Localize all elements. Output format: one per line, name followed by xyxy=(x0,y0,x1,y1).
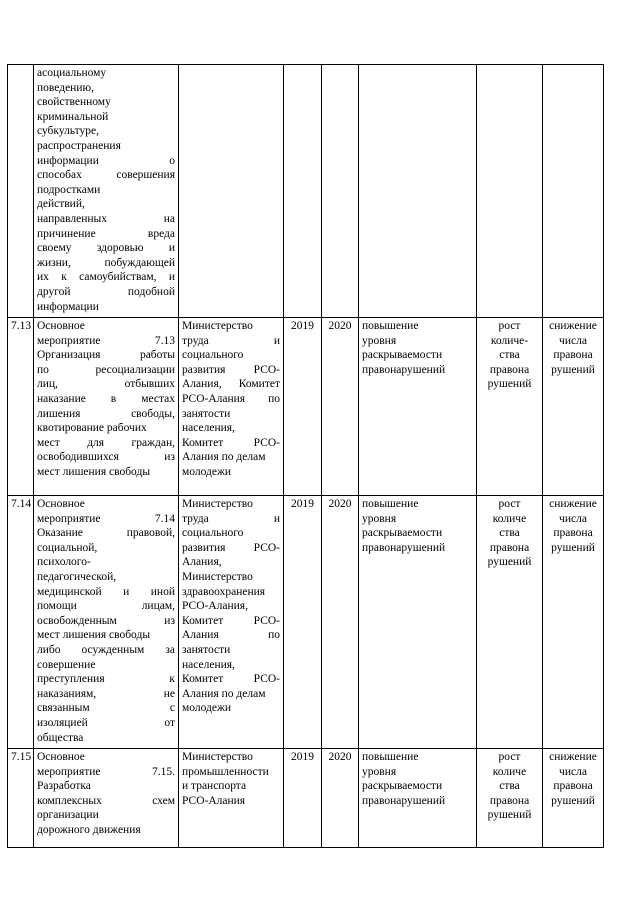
measure-line: асоциальному xyxy=(37,67,107,79)
target-value-line: снижение xyxy=(549,498,597,510)
measure-line: Разработка xyxy=(37,780,91,793)
indicator-line: ства xyxy=(499,527,520,540)
agency-line: и транспорта xyxy=(182,780,247,793)
indicator xyxy=(477,65,543,318)
agency-line: труда и xyxy=(182,512,280,525)
start-year: 2019 xyxy=(284,749,322,848)
indicator-line: правона xyxy=(489,363,530,376)
indicator-line: рушений xyxy=(487,556,532,569)
expected-result-line: правонарушений xyxy=(362,541,446,554)
measure-line: другой подобной xyxy=(37,285,175,298)
measure-line: изоляцией от xyxy=(37,716,175,729)
indicator xyxy=(477,496,543,749)
measure-number: 7.14 xyxy=(8,496,34,749)
responsible-agency xyxy=(179,749,284,848)
measure-line: Оказание правовой, xyxy=(37,527,175,540)
measure-line: дорожного движения xyxy=(37,823,141,836)
agency-line: социального xyxy=(182,527,244,540)
expected-result-line: уровня xyxy=(362,765,397,778)
measure-line: информации о xyxy=(37,154,175,167)
table-row xyxy=(8,318,604,496)
target-value-line: числа xyxy=(559,334,587,347)
agency-line: социального xyxy=(182,349,244,362)
measure-line: криминальной xyxy=(37,110,109,123)
target-value xyxy=(543,318,604,496)
measure-number: 7.15 xyxy=(8,749,34,848)
target-value-line: снижение xyxy=(549,320,597,332)
measure-line: комплексных схем xyxy=(37,794,175,807)
target-value xyxy=(543,496,604,749)
measure-number: 7.13 xyxy=(8,318,34,496)
expected-result-line: повышение xyxy=(362,498,419,510)
measure-line: подростками xyxy=(37,183,101,196)
start-year xyxy=(284,65,322,318)
agency-line: Министерство xyxy=(182,498,253,510)
agency-line: Комитет РСО- xyxy=(182,436,280,449)
agency-line: Министерство xyxy=(182,320,253,332)
target-value xyxy=(543,65,604,318)
measure-line: квотирование рабочих xyxy=(37,422,147,435)
measure-line: наказание в местах xyxy=(37,392,175,405)
measure-line: своему здоровью и xyxy=(37,242,175,255)
agency-line: населения, xyxy=(182,658,235,671)
target-value-line: рушений xyxy=(551,363,595,376)
expected-result xyxy=(359,318,477,496)
target-value xyxy=(543,749,604,848)
measure-line: социальной, xyxy=(37,541,98,554)
indicator-line: количе xyxy=(492,765,527,778)
measure-line: преступления к xyxy=(37,673,175,686)
agency-line: населения, xyxy=(182,422,235,435)
measure-line: их к самоубийствам, и xyxy=(37,271,175,284)
indicator-line: ства xyxy=(499,780,520,793)
measure-line: психолого- xyxy=(37,556,91,569)
indicator-line: рост xyxy=(498,320,521,332)
agency-line: Комитет РСО- xyxy=(182,614,280,627)
indicator-line: правона xyxy=(489,794,530,807)
indicator-line: рушений xyxy=(487,809,532,822)
measure-line: мест лишения свободы xyxy=(37,465,151,478)
measure-line: субкультуре, xyxy=(37,125,99,138)
agency-line: занятости xyxy=(182,407,231,420)
measure-line: организации xyxy=(37,809,99,822)
expected-result xyxy=(359,749,477,848)
agency-line: Комитет РСО- xyxy=(182,673,280,686)
measure-line: освободившихся из xyxy=(37,451,175,464)
measure-line: совершение xyxy=(37,658,96,671)
agency-line: труда и xyxy=(182,334,280,347)
target-value-line: числа xyxy=(559,512,587,525)
target-value-line: правона xyxy=(553,349,593,362)
indicator-line: правона xyxy=(489,541,530,554)
table-body xyxy=(8,65,604,848)
expected-result-line: повышение xyxy=(362,751,419,763)
measure-line: связанным с xyxy=(37,702,175,715)
measure-line: либо осужденным за xyxy=(37,643,175,656)
end-year: 2020 xyxy=(322,496,359,749)
measure-line: помощи лицам, xyxy=(37,600,175,613)
measure-line: по ресоциализации xyxy=(37,363,175,376)
target-value-line: снижение xyxy=(549,751,597,763)
indicator xyxy=(477,318,543,496)
responsible-agency xyxy=(179,318,284,496)
measure-description xyxy=(34,318,179,496)
expected-result-line: уровня xyxy=(362,512,397,525)
responsible-agency xyxy=(179,496,284,749)
target-value-line: рушений xyxy=(551,541,595,554)
measure-line: наказаниям, не xyxy=(37,687,175,700)
target-value-line: правона xyxy=(553,527,593,540)
measure-line: мероприятие 7.14 xyxy=(37,512,175,525)
measure-line: Организация работы xyxy=(37,349,175,362)
measure-line: поведению, xyxy=(37,81,94,94)
measure-line: мероприятие 7.13 xyxy=(37,334,175,347)
agency-line: промышленности xyxy=(182,765,269,778)
agency-line: РСО-Алания xyxy=(182,794,246,807)
agency-line: развития РСО- xyxy=(182,541,280,554)
measure-line: мест для граждан, xyxy=(37,436,175,449)
agency-line: здравоохранения xyxy=(182,585,266,598)
agency-line: Алания по делам xyxy=(182,451,266,464)
measure-line: причинение вреда xyxy=(37,227,175,240)
expected-result-line: правонарушений xyxy=(362,363,446,376)
measure-line: информации xyxy=(37,300,99,313)
indicator-line: количе xyxy=(492,512,527,525)
measure-line: общества xyxy=(37,731,84,744)
expected-result-line: повышение xyxy=(362,320,419,332)
indicator-line: рушений xyxy=(487,378,532,391)
measure-description xyxy=(34,496,179,749)
measure-line: освобожденным из xyxy=(37,614,175,627)
indicator-line: ства xyxy=(499,349,520,362)
agency-line: Алания по делам xyxy=(182,687,266,700)
measure-description xyxy=(34,749,179,848)
measure-line: лиц, отбывших xyxy=(37,378,175,391)
agency-line: молодежи xyxy=(182,702,232,715)
expected-result-line: правонарушений xyxy=(362,794,446,807)
measure-line: педагогической, xyxy=(37,570,117,583)
agency-line: РСО-Алания, xyxy=(182,600,248,613)
table-row xyxy=(8,496,604,749)
end-year xyxy=(322,65,359,318)
agency-line: РСО-Алания по xyxy=(182,392,280,405)
agency-line: занятости xyxy=(182,643,231,656)
measure-line: Основное xyxy=(37,320,85,332)
expected-result-line: уровня xyxy=(362,334,397,347)
expected-result xyxy=(359,65,477,318)
measure-line: мест лишения свободы xyxy=(37,629,151,642)
end-year: 2020 xyxy=(322,318,359,496)
measure-description xyxy=(34,65,179,318)
measure-line: Основное xyxy=(37,751,85,763)
measures-table xyxy=(7,64,604,848)
agency-line: молодежи xyxy=(182,465,232,478)
measure-line: Основное xyxy=(37,498,85,510)
measure-line: мероприятие 7.15. xyxy=(37,765,175,778)
table-row xyxy=(8,65,604,318)
target-value-line: числа xyxy=(559,765,587,778)
table-row xyxy=(8,749,604,848)
agency-line: Министерство xyxy=(182,751,253,763)
measure-line: направленных на xyxy=(37,212,175,225)
indicator xyxy=(477,749,543,848)
start-year: 2019 xyxy=(284,318,322,496)
measure-line: лишения свободы, xyxy=(37,407,175,420)
end-year: 2020 xyxy=(322,749,359,848)
indicator-line: рост xyxy=(498,498,521,510)
responsible-agency xyxy=(179,65,284,318)
target-value-line: рушений xyxy=(551,794,595,807)
start-year: 2019 xyxy=(284,496,322,749)
expected-result-line: раскрываемости xyxy=(362,527,443,540)
agency-line: Алания по xyxy=(182,629,280,642)
agency-line: развития РСО- xyxy=(182,363,280,376)
expected-result-line: раскрываемости xyxy=(362,349,443,362)
measure-number xyxy=(8,65,34,318)
expected-result xyxy=(359,496,477,749)
agency-line: Алания, xyxy=(182,556,222,569)
indicator-line: количе- xyxy=(490,334,529,347)
measure-line: распространения xyxy=(37,139,121,152)
measure-line: медицинской и иной xyxy=(37,585,175,598)
agency-line: Министерство xyxy=(182,570,253,583)
measure-line: способах совершения xyxy=(37,169,175,182)
agency-line: Алания, Комитет xyxy=(182,378,280,391)
measure-line: жизни, побуждающей xyxy=(37,256,175,269)
measure-line: действий, xyxy=(37,198,85,211)
indicator-line: рост xyxy=(498,751,521,763)
expected-result-line: раскрываемости xyxy=(362,780,443,793)
measure-line: свойственному xyxy=(37,96,111,109)
target-value-line: правона xyxy=(553,780,593,793)
